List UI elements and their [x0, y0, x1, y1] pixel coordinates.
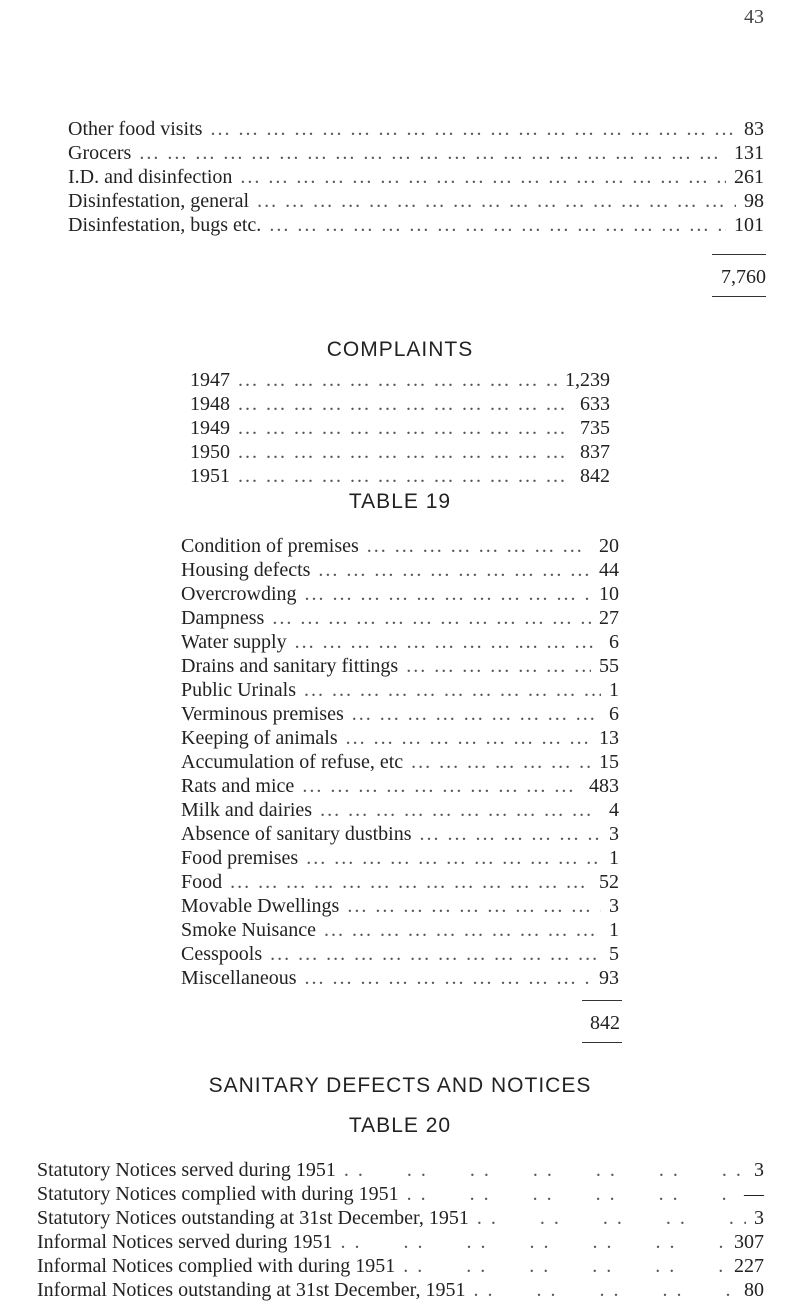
row-value: 1,239 — [565, 369, 610, 391]
row-value: 6 — [609, 631, 619, 653]
sanitary-row — [37, 1230, 764, 1254]
row-label: 1947 — [190, 369, 230, 391]
table19-row — [181, 582, 619, 606]
leader-dots — [230, 870, 591, 894]
leader-dots — [238, 416, 572, 440]
leader-dots — [344, 1158, 746, 1182]
row-value: 3 — [609, 895, 619, 917]
leader-dots — [403, 1254, 726, 1278]
table19-row — [181, 654, 619, 678]
total-rule — [582, 1042, 622, 1043]
row-value: 4 — [609, 799, 619, 821]
row-label: Absence of sanitary dustbins — [181, 823, 412, 845]
row-label: 1950 — [190, 441, 230, 463]
row-label: Verminous premises — [181, 703, 344, 725]
total-rule — [582, 1000, 622, 1001]
row-label: I.D. and disinfection — [68, 166, 233, 188]
row-label: Cesspools — [181, 943, 263, 965]
row-label: Food — [181, 871, 223, 893]
row-label: Housing defects — [181, 559, 311, 581]
sanitary-heading: SANITARY DEFECTS AND NOTICES — [208, 1074, 592, 1097]
row-label: 1951 — [190, 465, 230, 487]
table19-row — [181, 558, 619, 582]
leader-dots — [305, 966, 591, 990]
sanitary-row — [37, 1278, 764, 1302]
table20-heading: TABLE 20 — [348, 1114, 452, 1137]
table19-row — [181, 798, 619, 822]
row-label: Rats and mice — [181, 775, 295, 797]
row-value: 20 — [599, 535, 619, 557]
leader-dots — [238, 368, 557, 392]
table19-row — [181, 702, 619, 726]
leader-dots — [347, 894, 601, 918]
row-value: 6 — [609, 703, 619, 725]
row-label: Statutory Notices served during 1951 — [37, 1159, 336, 1181]
leader-dots — [304, 678, 601, 702]
leader-dots — [295, 630, 601, 654]
sanitary-row — [37, 1158, 764, 1182]
row-label: 1949 — [190, 417, 230, 439]
visits-total: 7,760 — [721, 266, 766, 288]
table19-row — [181, 846, 619, 870]
table19-row — [181, 606, 619, 630]
table19-row — [181, 630, 619, 654]
row-label: Disinfestation, bugs etc. — [68, 214, 262, 236]
leader-dots — [302, 774, 581, 798]
leader-dots — [210, 117, 736, 141]
row-value: 101 — [734, 214, 764, 236]
row-value: 735 — [580, 417, 610, 439]
visits-row — [68, 117, 764, 141]
row-value: 1 — [609, 679, 619, 701]
leader-dots — [406, 654, 591, 678]
leader-dots — [477, 1206, 746, 1230]
page-number: 43 — [744, 6, 764, 28]
table19-row — [181, 942, 619, 966]
leader-dots — [240, 165, 726, 189]
row-value: 261 — [734, 166, 764, 188]
row-label: Movable Dwellings — [181, 895, 340, 917]
row-value: 3 — [754, 1159, 764, 1181]
leader-dots — [269, 213, 726, 237]
complaints-heading: COMPLAINTS — [326, 338, 474, 361]
row-label: Statutory Notices outstanding at 31st December, 1951 — [37, 1207, 469, 1229]
row-value: 3 — [609, 823, 619, 845]
row-label: Public Urinals — [181, 679, 296, 701]
row-value: 55 — [599, 655, 619, 677]
table19-row — [181, 774, 619, 798]
total-rule — [712, 296, 766, 297]
complaints-row — [190, 440, 610, 464]
row-value: 842 — [580, 465, 610, 487]
row-value: 44 — [599, 559, 619, 581]
row-value: 15 — [599, 751, 619, 773]
leader-dots — [407, 1182, 736, 1206]
leader-dots — [272, 606, 591, 630]
row-value: 3 — [754, 1207, 764, 1229]
leader-dots — [318, 558, 591, 582]
table19-row — [181, 966, 619, 990]
leader-dots — [257, 189, 736, 213]
row-label: Accumulation of refuse, etc — [181, 751, 404, 773]
row-value: 93 — [599, 967, 619, 989]
row-label: Informal Notices complied with during 1951 — [37, 1255, 396, 1277]
leader-dots — [270, 942, 601, 966]
complaints-row — [190, 464, 610, 488]
table19-row — [181, 822, 619, 846]
row-value: 10 — [599, 583, 619, 605]
visits-row — [68, 165, 764, 189]
row-value: 13 — [599, 727, 619, 749]
row-value: 27 — [599, 607, 619, 629]
leader-dots — [324, 918, 601, 942]
leader-dots — [346, 726, 591, 750]
row-value: 5 — [609, 943, 619, 965]
row-value: 83 — [744, 118, 764, 140]
row-value: 98 — [744, 190, 764, 212]
row-label: Other food visits — [68, 118, 203, 140]
row-label: Grocers — [68, 142, 132, 164]
table19-row — [181, 534, 619, 558]
leader-dots — [474, 1278, 736, 1302]
row-label: Condition of premises — [181, 535, 359, 557]
row-value: 227 — [734, 1255, 764, 1277]
row-value: 80 — [744, 1279, 764, 1301]
row-value: 483 — [589, 775, 619, 797]
visits-row — [68, 213, 764, 237]
leader-dots — [305, 582, 591, 606]
leader-dots — [238, 440, 572, 464]
leader-dots — [367, 534, 591, 558]
row-label: Drains and sanitary fittings — [181, 655, 399, 677]
table19-row — [181, 870, 619, 894]
row-value: 1 — [609, 847, 619, 869]
leader-dots — [340, 1230, 726, 1254]
row-value: 52 — [599, 871, 619, 893]
row-label: Disinfestation, general — [68, 190, 250, 212]
row-label: Informal Notices outstanding at 31st December, 1951 — [37, 1279, 466, 1301]
row-label: Miscellaneous — [181, 967, 297, 989]
row-label: Dampness — [181, 607, 265, 629]
row-label: Statutory Notices complied with during 1951 — [37, 1183, 399, 1205]
leader-dots — [139, 141, 726, 165]
row-label: Milk and dairies — [181, 799, 313, 821]
visits-row — [68, 141, 764, 165]
row-label: 1948 — [190, 393, 230, 415]
total-rule — [712, 254, 766, 255]
row-value: 307 — [734, 1231, 764, 1253]
leader-dots — [320, 798, 601, 822]
complaints-row — [190, 368, 610, 392]
row-label: Smoke Nuisance — [181, 919, 316, 941]
leader-dots — [306, 846, 601, 870]
row-value: 837 — [580, 441, 610, 463]
row-value: 633 — [580, 393, 610, 415]
row-label: Informal Notices served during 1951 — [37, 1231, 333, 1253]
sanitary-row — [37, 1254, 764, 1278]
row-value: — — [744, 1183, 764, 1205]
visits-row — [68, 189, 764, 213]
row-label: Overcrowding — [181, 583, 297, 605]
complaints-row — [190, 416, 610, 440]
leader-dots — [352, 702, 601, 726]
leader-dots — [238, 392, 572, 416]
leader-dots — [238, 464, 572, 488]
complaints-row — [190, 392, 610, 416]
table19-row — [181, 894, 619, 918]
table19-row — [181, 678, 619, 702]
sanitary-row — [37, 1182, 764, 1206]
leader-dots — [411, 750, 591, 774]
table19-heading: TABLE 19 — [348, 490, 452, 513]
table19-total: 842 — [590, 1012, 620, 1034]
row-label: Food premises — [181, 847, 299, 869]
row-label: Water supply — [181, 631, 287, 653]
row-value: 131 — [734, 142, 764, 164]
table19-row — [181, 726, 619, 750]
row-label: Keeping of animals — [181, 727, 338, 749]
table19-row — [181, 750, 619, 774]
row-value: 1 — [609, 919, 619, 941]
sanitary-row — [37, 1206, 764, 1230]
leader-dots — [420, 822, 601, 846]
table19-row — [181, 918, 619, 942]
